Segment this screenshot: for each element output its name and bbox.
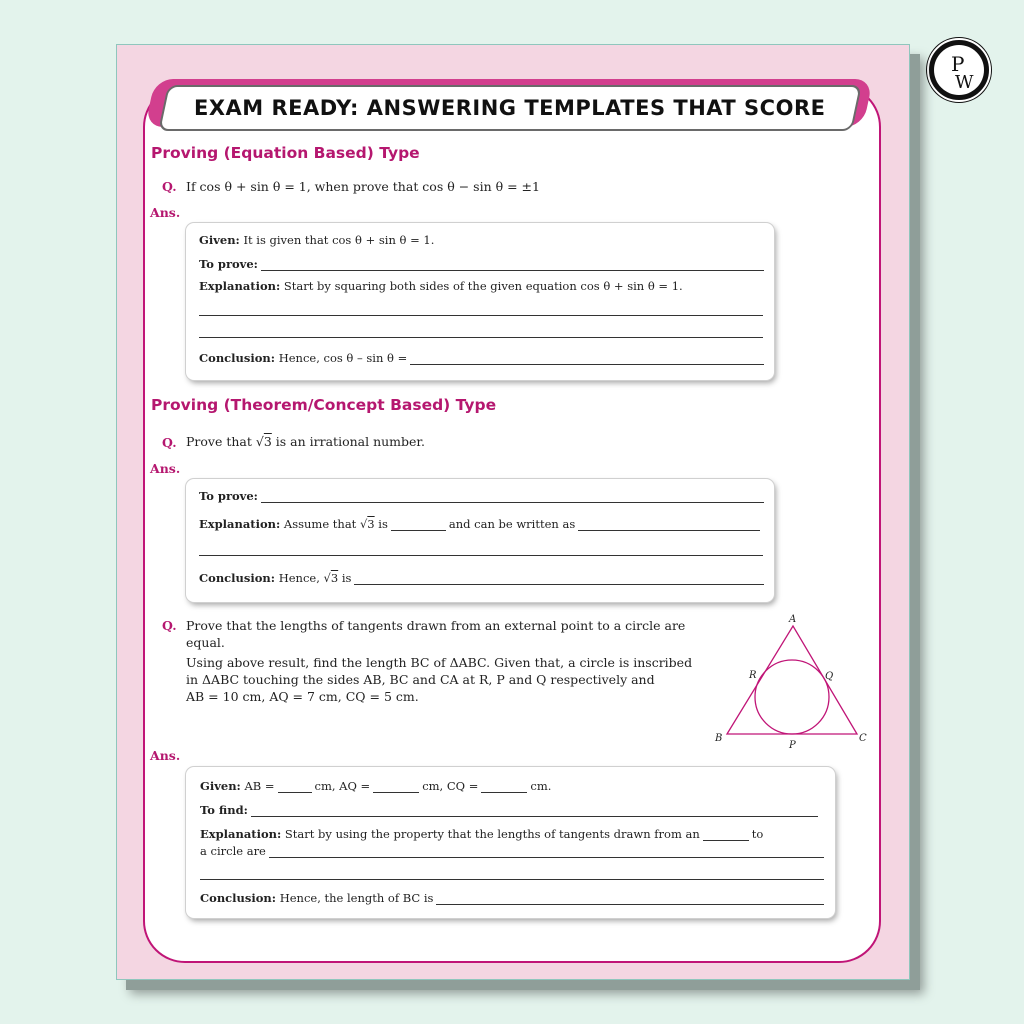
label-b: B bbox=[715, 733, 723, 744]
sqrt-symbol: √3 bbox=[323, 571, 339, 585]
question-line: equal. bbox=[186, 635, 225, 650]
conclusion-line bbox=[199, 351, 764, 365]
to-prove-label: To prove: bbox=[199, 489, 258, 503]
label-r: R bbox=[749, 670, 757, 681]
section-heading-equation: Proving (Equation Based) Type bbox=[151, 144, 420, 162]
answer-rule[interactable] bbox=[199, 315, 763, 316]
question-line: AB = 10 cm, AQ = 7 cm, CQ = 5 cm. bbox=[186, 689, 419, 704]
question-line: Prove that the lengths of tangents drawn from an external point to a circle are bbox=[186, 618, 686, 633]
question-label: Q. bbox=[162, 435, 177, 450]
to-find-blank[interactable] bbox=[251, 804, 818, 817]
explanation-text: and can be written as bbox=[448, 517, 576, 531]
explanation-text: Start by using the property that the lengths of tangents drawn from an bbox=[284, 827, 700, 841]
conclusion-line bbox=[200, 891, 824, 905]
conclusion-text: Hence, the length of BC is bbox=[279, 891, 434, 905]
radicand: 3 bbox=[263, 434, 272, 449]
pw-logo bbox=[927, 38, 991, 102]
explanation-text: Start by squaring both sides of the given equation cos θ + sin θ = 1. bbox=[283, 279, 683, 293]
explanation-line bbox=[200, 827, 823, 841]
triangle-abc bbox=[727, 626, 857, 734]
answer-blank[interactable] bbox=[278, 780, 312, 793]
triangle-incircle-figure bbox=[707, 610, 882, 755]
title-banner bbox=[158, 85, 862, 131]
conclusion-label: Conclusion: bbox=[199, 351, 276, 365]
question-line: in ΔABC touching the sides AB, BC and CA at R, P and Q respectively and bbox=[186, 672, 655, 687]
explanation-line-2 bbox=[200, 844, 824, 858]
conclusion-blank[interactable] bbox=[436, 892, 824, 905]
logo-letter-p: P bbox=[951, 52, 965, 76]
answer-blank[interactable] bbox=[269, 845, 824, 858]
explanation-label: Explanation: bbox=[199, 279, 281, 293]
given-text: AB = bbox=[244, 779, 275, 793]
conclusion-blank[interactable] bbox=[410, 352, 764, 365]
conclusion-blank[interactable] bbox=[354, 572, 764, 585]
question-text: If cos θ + sin θ = 1, when prove that cos θ − sin θ = ±1 bbox=[186, 179, 540, 194]
answer-rule[interactable] bbox=[200, 879, 824, 880]
label-q: Q bbox=[825, 671, 834, 682]
conclusion-text: Hence, cos θ – sin θ = bbox=[278, 351, 408, 365]
answer-template-box bbox=[186, 767, 835, 918]
to-prove-blank[interactable] bbox=[261, 258, 764, 271]
worksheet-page bbox=[116, 44, 910, 980]
answer-label: Ans. bbox=[150, 205, 181, 220]
radicand: 3 bbox=[367, 517, 375, 531]
question-label: Q. bbox=[162, 179, 177, 194]
answer-blank[interactable] bbox=[481, 780, 527, 793]
given-text: cm, AQ = bbox=[314, 779, 371, 793]
answer-template-box bbox=[186, 479, 774, 602]
to-find-line bbox=[200, 803, 818, 817]
label-p: P bbox=[789, 740, 796, 751]
answer-label: Ans. bbox=[150, 461, 181, 476]
question-text bbox=[186, 617, 702, 705]
explanation-label: Explanation: bbox=[200, 827, 282, 841]
conclusion-label: Conclusion: bbox=[200, 891, 277, 905]
answer-blank[interactable] bbox=[373, 780, 419, 793]
sqrt-symbol: √3 bbox=[255, 434, 272, 449]
given-text: cm. bbox=[530, 779, 552, 793]
given-text: cm, CQ = bbox=[422, 779, 479, 793]
incircle bbox=[755, 660, 829, 734]
label-c: C bbox=[859, 733, 867, 744]
conclusion-line bbox=[199, 571, 764, 585]
sqrt-symbol: √3 bbox=[359, 517, 375, 531]
to-prove-blank[interactable] bbox=[261, 490, 764, 503]
explanation-line bbox=[199, 517, 760, 531]
explanation-text: Assume that bbox=[283, 517, 357, 531]
conclusion-label: Conclusion: bbox=[199, 571, 276, 585]
question-text bbox=[186, 433, 425, 450]
explanation-text: a circle are bbox=[200, 844, 266, 858]
answer-rule[interactable] bbox=[199, 555, 763, 556]
section-heading-theorem: Proving (Theorem/Concept Based) Type bbox=[151, 396, 497, 414]
explanation-line bbox=[199, 279, 683, 293]
given-text: It is given that cos θ + sin θ = 1. bbox=[243, 233, 435, 247]
logo-letter-w: W bbox=[955, 72, 974, 93]
to-prove-line bbox=[199, 257, 764, 271]
radicand: 3 bbox=[330, 571, 339, 585]
given-label: Given: bbox=[199, 233, 240, 247]
question-part: is an irrational number. bbox=[275, 434, 426, 449]
conclusion-text: is bbox=[341, 571, 352, 585]
explanation-text: to bbox=[751, 827, 764, 841]
to-find-label: To find: bbox=[200, 803, 248, 817]
page-title: EXAM READY: ANSWERING TEMPLATES THAT SCORE bbox=[194, 96, 826, 120]
given-line bbox=[200, 779, 551, 793]
answer-blank[interactable] bbox=[578, 518, 760, 531]
conclusion-text: Hence, bbox=[278, 571, 320, 585]
explanation-text: is bbox=[378, 517, 388, 531]
to-prove-label: To prove: bbox=[199, 257, 258, 271]
answer-blank[interactable] bbox=[391, 518, 446, 531]
question-part: Prove that bbox=[186, 434, 252, 449]
answer-label: Ans. bbox=[150, 748, 181, 763]
question-label: Q. bbox=[162, 618, 177, 633]
given-line bbox=[199, 233, 434, 247]
answer-rule[interactable] bbox=[199, 337, 763, 338]
answer-template-box bbox=[186, 223, 774, 380]
to-prove-line bbox=[199, 489, 764, 503]
label-a: A bbox=[789, 614, 797, 625]
given-label: Given: bbox=[200, 779, 241, 793]
explanation-label: Explanation: bbox=[199, 517, 281, 531]
question-line: Using above result, find the length BC of ΔABC. Given that, a circle is inscribed bbox=[186, 655, 693, 670]
answer-blank[interactable] bbox=[703, 828, 749, 841]
